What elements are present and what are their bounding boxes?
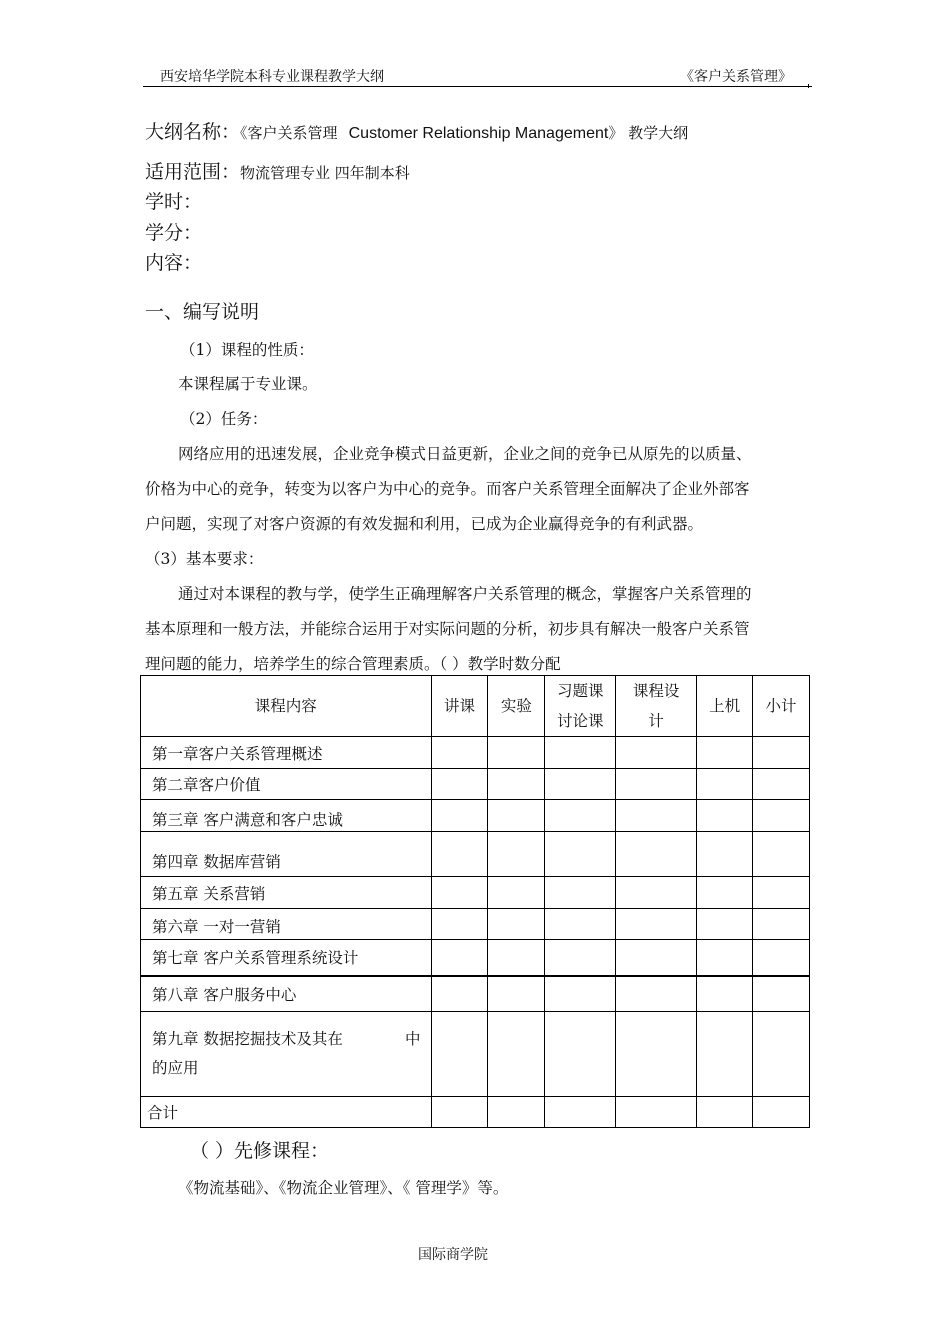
table-total-row: [141, 1097, 810, 1128]
page-footer: 国际商学院: [418, 1247, 488, 1263]
nature-text: 本课程属于专业课。: [178, 375, 318, 393]
scope-value: 物流管理专业 四年制本科: [240, 164, 410, 182]
header-rule: [143, 86, 812, 87]
task-heading: （2）任务：: [180, 410, 268, 428]
chapter-nine-trailing: 中: [405, 1030, 421, 1048]
requirements-line: 基本原理和一般方法，并能综合运用于对实际问题的分析，初步具有解决一般客户关系管: [145, 620, 750, 638]
table-row: [141, 1012, 810, 1097]
header-design-line2: 计: [648, 712, 664, 730]
table-row: [141, 909, 810, 940]
hours-label: 学时：: [145, 191, 203, 213]
chapter-cell: 第五章 关系营销: [141, 877, 432, 909]
header-left: 西安培华学院本科专业课程教学大纲: [160, 69, 384, 85]
requirements-heading: （3）基本要求：: [145, 550, 264, 568]
header-design-line1: 课程设: [632, 682, 680, 700]
table-header-row: [141, 676, 810, 737]
header-experiment: 实验: [488, 676, 545, 737]
chapter-cell: 第三章 客户满意和客户忠诚: [141, 800, 432, 832]
requirements-line: 理问题的能力，培养学生的综合管理素质。（ ）教学时数分配: [145, 655, 561, 673]
scope-label: 适用范围：: [145, 161, 241, 183]
chapter-cell: 第六章 一对一营销: [141, 909, 432, 940]
header-exercise-line2: 讨论课: [557, 712, 604, 730]
header-right: 《客户关系管理》: [680, 69, 792, 85]
header-rule-tick: [808, 84, 812, 88]
scope: [145, 157, 410, 184]
outline-name-suffix: 》 教学大纲: [608, 124, 689, 142]
header-exercise-line1: 习题课: [557, 682, 604, 700]
header-subtotal: 小计: [753, 676, 810, 737]
table-row: [141, 737, 810, 769]
section-title: 一、编写说明: [145, 301, 260, 323]
requirements-line: 通过对本课程的教与学，使学生正确理解客户关系管理的概念，掌握客户关系管理的: [178, 585, 752, 603]
chapter-cell: 第八章 客户服务中心: [141, 976, 432, 1012]
chapter-cell: 第一章客户关系管理概述: [141, 737, 432, 769]
chapter-cell: 第七章 客户关系管理系统设计: [141, 940, 432, 976]
table-row: [141, 940, 810, 976]
credits-label: 学分：: [145, 222, 203, 244]
task-line: 网络应用的迅速发展，企业竞争模式日益更新，企业之间的竞争已从原先的以质量、: [178, 445, 752, 463]
table-row: [141, 769, 810, 800]
outline-name-label: 大纲名称：: [145, 121, 241, 143]
header-course-design: [616, 676, 697, 737]
header-exercise-discussion: [545, 676, 616, 737]
header-course-content: 课程内容: [141, 676, 432, 737]
total-cell: 合计: [141, 1097, 432, 1128]
chapter-cell: 第二章客户价值: [141, 769, 432, 800]
outline-name: [145, 117, 688, 144]
task-line: 户问题，实现了对客户资源的有效发掘和利用，已成为企业赢得竞争的有利武器。: [145, 515, 704, 533]
table-row: [141, 832, 810, 877]
outline-name-english: Customer Relationship Management: [348, 125, 609, 142]
header-lecture: 讲课: [431, 676, 488, 737]
content-label: 内容：: [145, 252, 203, 274]
prerequisites-heading: （ ）先修课程：: [190, 1140, 330, 1162]
table-row: [141, 800, 810, 832]
chapter-cell: [141, 1012, 432, 1097]
prerequisites-text: 《物流基础》、《物流企业管理》、《 管理学》等。: [178, 1179, 509, 1197]
header-computer: 上机: [697, 676, 753, 737]
teaching-hours-table: [140, 675, 810, 1128]
task-line: 价格为中心的竞争，转变为以客户为中心的竞争。而客户关系管理全面解决了企业外部客: [145, 480, 750, 498]
chapter-cell: 第四章 数据库营销: [141, 832, 432, 877]
chapter-nine-title: 第九章 数据挖掘技术及其在: [152, 1030, 343, 1048]
chapter-nine-continuation: 的应用: [152, 1059, 199, 1077]
outline-name-prefix: 《客户关系管理: [240, 124, 338, 142]
table-row: [141, 976, 810, 1012]
nature-heading: （1）课程的性质：: [180, 341, 314, 359]
table-row: [141, 877, 810, 909]
